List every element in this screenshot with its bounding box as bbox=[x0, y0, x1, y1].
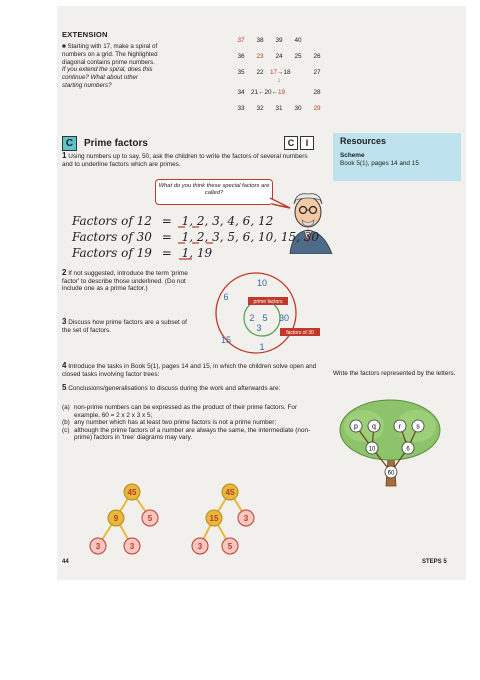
factors-values: 1, 2, 3, 5, 6, 10, 15, 30 bbox=[181, 230, 320, 244]
spiral-cell: 36 bbox=[237, 53, 245, 60]
paragraph-number: 3 bbox=[62, 317, 67, 326]
list-text: any number which has at least two prime factors is not a prime number; bbox=[74, 419, 277, 427]
factor-tree-1 bbox=[80, 480, 180, 560]
paragraph-text: Using numbers up to say, 50, ask the children to write the factors of several numbers and to underline factors which are primes. bbox=[62, 153, 308, 168]
spiral-cell: 17→18 bbox=[270, 69, 291, 76]
extension-title: EXTENSION bbox=[62, 30, 108, 39]
paragraph-2 bbox=[62, 269, 192, 293]
list-text: non-prime numbers can be expressed as the product of their prime factors. For example, 60 = 2 x 2 x 3 x 5; bbox=[74, 404, 298, 419]
paragraph-text: Introduce the tasks in Book 5(1), pages 14 and 15, in which the children solve open and closed tasks involving factor trees: bbox=[62, 363, 317, 378]
extension-body bbox=[62, 43, 202, 90]
spiral-cell: 29 bbox=[313, 105, 321, 112]
side-task: Write the factors represented by the letters. bbox=[333, 370, 456, 377]
paragraph-text: Discuss how prime factors are a subset of the set of factors. bbox=[62, 319, 187, 334]
venn-prime: 3 bbox=[256, 323, 262, 333]
factors-label: Factors of 12 bbox=[72, 214, 152, 228]
venn-number: 1 bbox=[259, 342, 265, 352]
spiral-cell: 22 bbox=[256, 69, 264, 76]
paragraph-text: If not suggested, introduce the term 'prime factor' to describe those underlined. (Do not include one as a prime factor.) bbox=[62, 270, 188, 293]
spiral-cell: 21←20←19 bbox=[251, 89, 286, 96]
resources-title: Resources bbox=[340, 136, 387, 146]
spiral-cell: 30 bbox=[294, 105, 302, 112]
tree-node-label: 9 bbox=[113, 514, 119, 523]
venn-number: 10 bbox=[256, 278, 268, 288]
tree-node-label: 5 bbox=[147, 514, 153, 523]
paragraph-number: 1 bbox=[62, 151, 67, 160]
paragraph-text: Conclusions/generalisations to discuss during the work and afterwards are: bbox=[68, 385, 281, 392]
page-number: 44 bbox=[62, 559, 69, 565]
tree-node-label: 3 bbox=[243, 514, 249, 523]
conclusions-list bbox=[62, 404, 324, 442]
factors-values: 1, 19 bbox=[181, 246, 213, 260]
list-mark: (a) bbox=[62, 404, 70, 411]
spiral-cell: 34 bbox=[237, 89, 245, 96]
paragraph-4 bbox=[62, 362, 324, 378]
section-letter: C bbox=[62, 136, 77, 151]
spiral-cell: 37 bbox=[237, 37, 245, 44]
spiral-cell: 27 bbox=[313, 69, 321, 76]
spiral-cell: 35 bbox=[237, 69, 245, 76]
list-mark: (c) bbox=[62, 426, 70, 434]
equals-sign: = bbox=[161, 214, 172, 228]
list-item bbox=[62, 427, 324, 442]
venn-prime: 5 bbox=[262, 313, 268, 323]
c-box: C bbox=[284, 136, 298, 150]
tree-node-label: 3 bbox=[129, 542, 135, 551]
tree-node-label: 45 bbox=[127, 488, 137, 497]
spiral-cell: 25 bbox=[294, 53, 302, 60]
spiral-cell: 24 bbox=[275, 53, 283, 60]
tree-node-label: 5 bbox=[227, 542, 233, 551]
spiral-cell: 23 bbox=[256, 53, 264, 60]
tree-node-label: 6 bbox=[406, 446, 410, 453]
section-header bbox=[62, 136, 148, 151]
tree-node-label: 10 bbox=[368, 446, 376, 453]
factors-values: 1, 2, 3, 4, 6, 12 bbox=[181, 214, 274, 228]
resources-body: Book 5(1), pages 14 and 15 bbox=[340, 160, 419, 167]
list-mark: (b) bbox=[62, 419, 70, 427]
tree-node-label: 3 bbox=[197, 542, 203, 551]
spiral-cell: ↓ bbox=[277, 77, 281, 84]
prime-underlines bbox=[160, 224, 280, 264]
extension-line: diagonal contains prime numbers. bbox=[62, 58, 155, 66]
tree-leaf-label: s bbox=[416, 423, 420, 431]
paragraph-3 bbox=[62, 318, 192, 334]
venn-number: 30 bbox=[278, 313, 290, 323]
venn-number: 6 bbox=[223, 292, 229, 302]
spiral-cell: 28 bbox=[313, 89, 321, 96]
paragraph-1 bbox=[62, 152, 317, 168]
factor-tree-2 bbox=[186, 480, 286, 560]
equals-sign: = bbox=[161, 246, 172, 260]
speech-bubble: What do you think these special factors are called? bbox=[155, 179, 273, 205]
extension-question: starting numbers? bbox=[62, 81, 112, 89]
extension-line: numbers on a grid. The highlighted bbox=[62, 50, 158, 58]
tree-node-label: 45 bbox=[225, 488, 235, 497]
spiral-cell: 32 bbox=[256, 105, 264, 112]
paragraph-number: 5 bbox=[62, 383, 67, 392]
factors-label: Factors of 19 bbox=[72, 246, 152, 260]
prime-label: prime factors bbox=[253, 299, 283, 305]
factor-tree-illustration bbox=[334, 396, 444, 488]
paragraph-number: 4 bbox=[62, 361, 67, 370]
tree-root-label: 60 bbox=[387, 470, 395, 477]
tree-leaf-label: p bbox=[354, 423, 358, 431]
section-title: Prime factors bbox=[84, 138, 148, 149]
spiral-cell: 39 bbox=[275, 37, 283, 44]
spiral-cell: 33 bbox=[237, 105, 245, 112]
extension-line: ■ Starting with 17, make a spiral of bbox=[62, 43, 158, 50]
spiral-cell: 40 bbox=[294, 37, 302, 44]
resources-subtitle: Scheme bbox=[340, 152, 365, 159]
venn-diagram bbox=[204, 270, 324, 356]
paragraph-number: 2 bbox=[62, 268, 67, 277]
equals-sign: = bbox=[161, 230, 172, 244]
tree-node-label: 15 bbox=[209, 514, 219, 523]
list-item bbox=[62, 419, 324, 427]
spiral-cell: 31 bbox=[275, 105, 283, 112]
factors-label: factors of 30 bbox=[286, 330, 314, 336]
paragraph-5 bbox=[62, 384, 324, 393]
list-item bbox=[62, 404, 324, 419]
spiral-cell: 38 bbox=[256, 37, 264, 44]
venn-number: 15 bbox=[220, 335, 232, 345]
book-title: STEPS 5 bbox=[422, 559, 447, 565]
tree-leaf-label: r bbox=[398, 423, 402, 431]
extension-question: continue? What about other bbox=[62, 74, 139, 82]
ci-boxes bbox=[284, 136, 314, 150]
venn-prime: 2 bbox=[249, 313, 255, 323]
tree-node-label: 3 bbox=[95, 542, 101, 551]
i-box: I bbox=[300, 136, 314, 150]
spiral-cell: 26 bbox=[313, 53, 321, 60]
factors-label: Factors of 30 bbox=[72, 230, 152, 244]
tree-leaf-label: q bbox=[372, 423, 376, 431]
list-text: although the prime factors of a number are always the same, the intermediate (non-prime) factors in 'tree' diagrams may vary. bbox=[74, 426, 311, 442]
extension-question: If you extend the spiral, does this bbox=[62, 66, 153, 74]
